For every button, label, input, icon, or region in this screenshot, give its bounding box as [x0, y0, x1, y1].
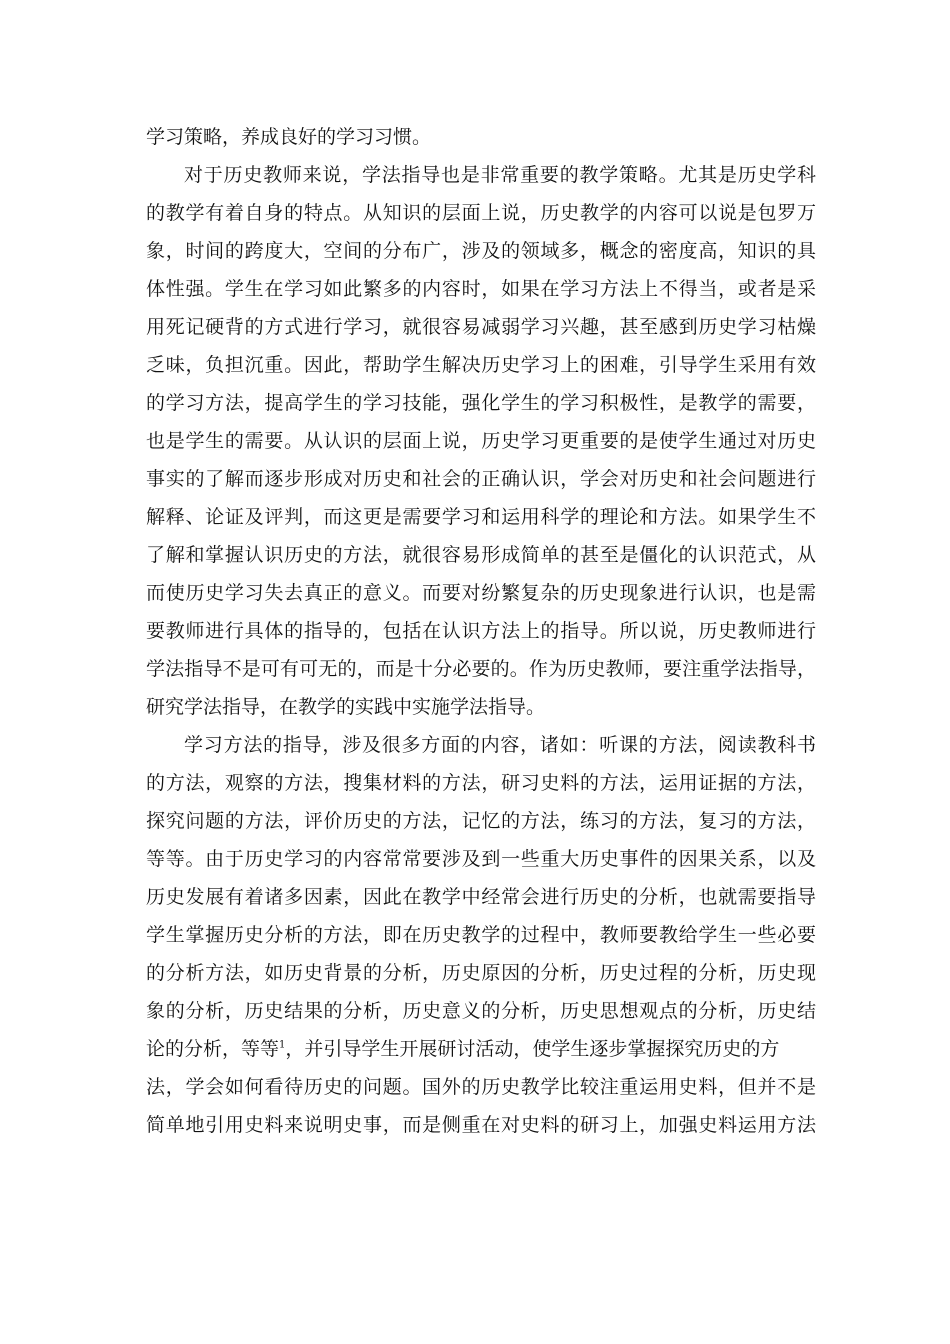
text-line: 乏味，负担沉重。因此，帮助学生解决历史学习上的困难，引导学生采用有效 [146, 354, 816, 376]
text-line: 体性强。学生在学习如此繁多的内容时，如果在学习方法上不得当，或者是采 [146, 278, 816, 300]
text-line: 用死记硬背的方式进行学习，就很容易减弱学习兴趣，甚至感到历史学习枯燥 [146, 316, 816, 338]
text-line: 对于历史教师来说，学法指导也是非常重要的教学策略。尤其是历史学科 [184, 164, 816, 186]
text-line: 简单地引用史料来说明史事，而是侧重在对史料的研习上，加强史料运用方法 [146, 1114, 816, 1136]
text-line: 而使历史学习失去真正的意义。而要对纷繁复杂的历史现象进行认识，也是需 [146, 582, 816, 604]
text-line-with-footnote [146, 1030, 816, 1068]
text-line: 的方法，观察的方法，搜集材料的方法，研习史料的方法，运用证据的方法， [146, 772, 816, 794]
text-line: 了解和掌握认识历史的方法，就很容易形成简单的甚至是僵化的认识范式，从 [146, 544, 816, 566]
footnote-reference[interactable]: 1 [279, 1039, 286, 1051]
text-line: 学习方法的指导，涉及很多方面的内容，诸如：听课的方法，阅读教科书 [184, 734, 816, 756]
text-line: 学生掌握历史分析的方法，即在历史教学的过程中，教师要教给学生一些必要 [146, 924, 816, 946]
text-segment: 论的分析，等等 [146, 1038, 280, 1060]
text-line: 象，时间的跨度大，空间的分布广，涉及的领域多，概念的密度高，知识的具 [146, 240, 816, 262]
text-line: 历史发展有着诸多因素，因此在教学中经常会进行历史的分析，也就需要指导 [146, 886, 816, 908]
paragraph-2 [146, 156, 816, 726]
text-line: 学习策略，养成良好的学习习惯。 [146, 126, 432, 148]
text-line: 学法指导不是可有可无的，而是十分必要的。作为历史教师，要注重学法指导， [146, 658, 816, 680]
text-line: 的学习方法，提高学生的学习技能，强化学生的学习积极性，是教学的需要， [146, 392, 816, 414]
text-line: 研究学法指导，在教学的实践中实施学法指导。 [146, 696, 546, 718]
text-line: 探究问题的方法，评价历史的方法，记忆的方法，练习的方法，复习的方法， [146, 810, 816, 832]
document-page [146, 118, 816, 1144]
paragraph-1 [146, 118, 816, 156]
text-segment: ，并引导学生开展研讨活动，使学生逐步掌握探究历史的方 [285, 1038, 780, 1060]
text-line: 的分析方法，如历史背景的分析，历史原因的分析，历史过程的分析，历史现 [146, 962, 816, 984]
text-line: 等等。由于历史学习的内容常常要涉及到一些重大历史事件的因果关系，以及 [146, 848, 816, 870]
text-line: 也是学生的需要。从认识的层面上说，历史学习更重要的是使学生通过对历史 [146, 430, 816, 452]
paragraph-3 [146, 726, 816, 1144]
text-line: 要教师进行具体的指导的，包括在认识方法上的指导。所以说，历史教师进行 [146, 620, 816, 642]
text-line: 象的分析，历史结果的分析，历史意义的分析，历史思想观点的分析，历史结 [146, 1000, 816, 1022]
text-line: 事实的了解而逐步形成对历史和社会的正确认识，学会对历史和社会问题进行 [146, 468, 816, 490]
text-line: 的教学有着自身的特点。从知识的层面上说，历史教学的内容可以说是包罗万 [146, 202, 816, 224]
text-line: 解释、论证及评判，而这更是需要学习和运用科学的理论和方法。如果学生不 [146, 506, 816, 528]
text-line: 法，学会如何看待历史的问题。国外的历史教学比较注重运用史料，但并不是 [146, 1076, 816, 1098]
